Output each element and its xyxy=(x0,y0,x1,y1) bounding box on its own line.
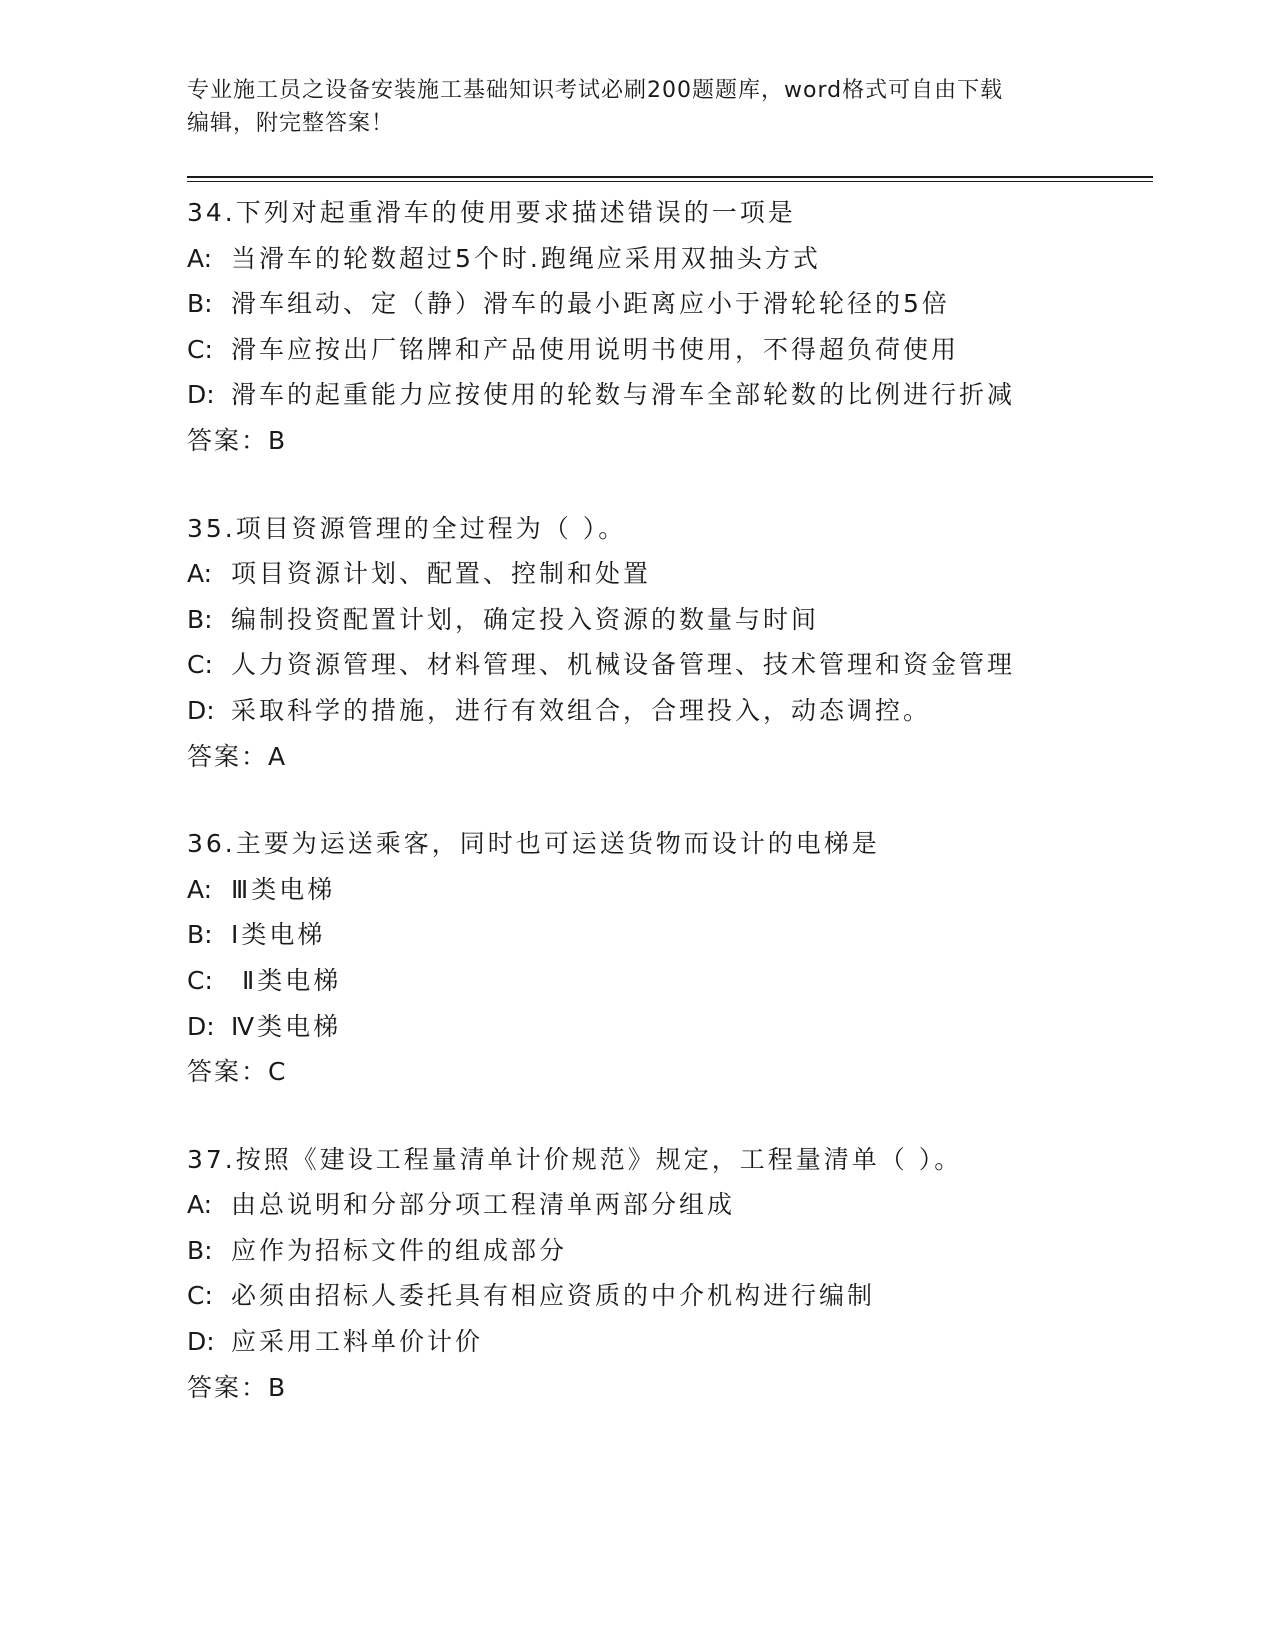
question-stem: 37.按照《建设工程量清单计价规范》规定，工程量清单（ ）。 xyxy=(187,1144,963,1174)
header-line-1: 专业施工员之设备安装施工基础知识考试必刷200题题库，word格式可自由下载 xyxy=(187,78,1004,103)
option-c xyxy=(187,327,1187,373)
question-37 xyxy=(187,1137,1187,1411)
header-divider-thin xyxy=(187,181,1153,182)
option-text: 采取科学的措施，进行有效组合，合理投入，动态调控。 xyxy=(231,695,932,725)
option-c xyxy=(187,958,1187,1004)
option-letter: B: xyxy=(187,1235,213,1265)
option-c xyxy=(187,642,1187,688)
option-text: 应采用工料单价计价 xyxy=(231,1327,484,1357)
option-letter: D: xyxy=(187,1011,215,1041)
answer-value: B xyxy=(268,425,286,455)
option-text: 项目资源计划、配置、控制和处置 xyxy=(231,559,652,589)
option-b xyxy=(187,1228,1187,1274)
option-text: 编制投资配置计划，确定投入资源的数量与时间 xyxy=(231,604,820,634)
document-header xyxy=(187,74,1087,140)
option-a xyxy=(187,1182,1187,1228)
option-c xyxy=(187,1273,1187,1319)
option-letter: A: xyxy=(187,243,213,273)
option-letter: C: xyxy=(187,965,213,995)
answer-label: 答案： xyxy=(187,1057,269,1087)
answer-line xyxy=(187,418,1187,464)
option-letter: A: xyxy=(187,559,213,589)
option-letter: D: xyxy=(187,380,215,410)
answer-value: B xyxy=(268,1372,286,1402)
option-text: 当滑车的轮数超过5个时.跑绳应采用双抽头方式 xyxy=(231,243,821,273)
option-letter: D: xyxy=(187,695,215,725)
option-text: 滑车的起重能力应按使用的轮数与滑车全部轮数的比例进行折减 xyxy=(231,380,1016,410)
option-letter: B: xyxy=(187,289,213,319)
answer-label: 答案： xyxy=(187,425,269,455)
option-b xyxy=(187,597,1187,643)
option-letter: C: xyxy=(187,334,213,364)
option-d xyxy=(187,688,1187,734)
option-text: 必须由招标人委托具有相应资质的中介机构进行编制 xyxy=(231,1281,876,1311)
option-letter: C: xyxy=(187,1281,213,1311)
option-letter: D: xyxy=(187,1327,215,1357)
header-divider-thick xyxy=(187,176,1153,178)
option-text: 应作为招标文件的组成部分 xyxy=(231,1235,568,1265)
option-text: 滑车应按出厂铭牌和产品使用说明书使用，不得超负荷使用 xyxy=(231,334,960,364)
question-34 xyxy=(187,190,1187,464)
option-letter: A: xyxy=(187,1190,213,1220)
option-text: 滑车组动、定（静）滑车的最小距离应小于滑轮轮径的5倍 xyxy=(231,289,950,319)
option-a xyxy=(187,236,1187,282)
option-text: Ⅰ类电梯 xyxy=(231,920,326,950)
option-b xyxy=(187,281,1187,327)
option-letter: A: xyxy=(187,874,213,904)
option-text: Ⅲ类电梯 xyxy=(231,874,336,904)
answer-label: 答案： xyxy=(187,741,269,771)
answer-label: 答案： xyxy=(187,1372,269,1402)
option-letter: B: xyxy=(187,604,213,634)
question-stem: 36.主要为运送乘客，同时也可运送货物而设计的电梯是 xyxy=(187,829,880,859)
option-letter: C: xyxy=(187,650,213,680)
option-text: 由总说明和分部分项工程清单两部分组成 xyxy=(231,1190,736,1220)
option-text: Ⅳ类电梯 xyxy=(231,1011,342,1041)
answer-value: A xyxy=(268,741,286,771)
option-d xyxy=(187,1319,1187,1365)
question-list xyxy=(187,190,1187,1452)
question-stem: 35.项目资源管理的全过程为（ ）。 xyxy=(187,513,627,543)
question-35 xyxy=(187,506,1187,780)
option-b xyxy=(187,912,1187,958)
question-36 xyxy=(187,821,1187,1095)
option-letter: B: xyxy=(187,920,213,950)
question-stem: 34.下列对起重滑车的使用要求描述错误的一项是 xyxy=(187,198,796,227)
option-a xyxy=(187,867,1187,913)
answer-line xyxy=(187,1365,1187,1411)
option-d xyxy=(187,1004,1187,1050)
option-a xyxy=(187,551,1187,597)
option-text: Ⅱ类电梯 xyxy=(231,965,342,995)
option-text: 人力资源管理、材料管理、机械设备管理、技术管理和资金管理 xyxy=(231,650,1016,680)
option-d xyxy=(187,372,1187,418)
answer-line xyxy=(187,1049,1187,1095)
answer-line xyxy=(187,734,1187,780)
answer-value: C xyxy=(268,1057,286,1087)
header-line-2: 编辑，附完整答案！ xyxy=(187,111,395,136)
